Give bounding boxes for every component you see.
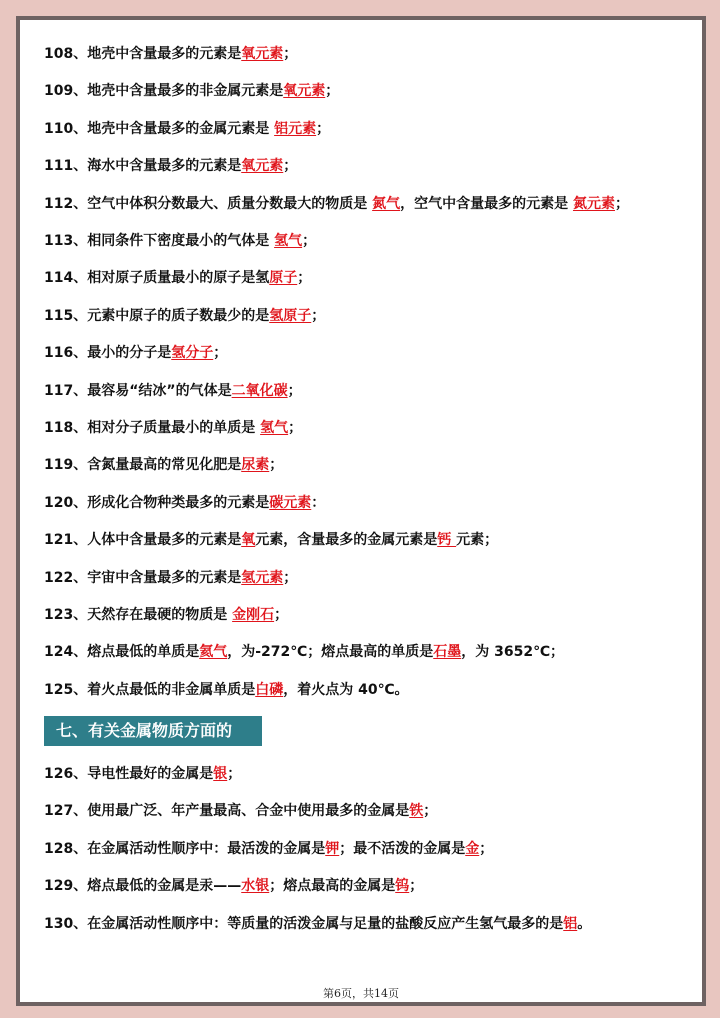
fact-text: ；: [297, 270, 312, 287]
fact-text: ；: [213, 345, 228, 362]
fact-text: 113、相同条件下密度最小的气体是: [44, 233, 275, 249]
fact-line: [44, 156, 692, 176]
fact-line: [44, 418, 692, 438]
fact-line: [44, 381, 692, 401]
answer-text: 氢气: [274, 233, 303, 249]
fact-text: 127、使用最广泛、年产量最高、合金中使用最多的金属是: [44, 803, 410, 820]
answer-text: 氧元素: [241, 158, 284, 175]
fact-text: ；: [302, 233, 317, 249]
page-footer: 第6页，共14页: [323, 987, 399, 1000]
fact-line: [44, 642, 692, 662]
fact-text: ；: [283, 46, 298, 62]
answer-text: 碳元素: [269, 494, 312, 511]
answer-text: 氢气: [260, 420, 289, 436]
fact-line: [44, 306, 692, 326]
fact-line: [44, 914, 692, 934]
answer-text: 钾: [325, 840, 340, 857]
fact-line: [44, 119, 692, 139]
fact-line: [44, 268, 692, 288]
answer-text: 尿素: [241, 457, 270, 474]
fact-text: 124、熔点最低的单质是: [44, 644, 200, 661]
fact-line: [44, 455, 692, 475]
fact-text: ；: [316, 120, 331, 137]
answer-text: 氦气: [199, 644, 228, 661]
fact-text: 119、含氮量最高的常见化肥是: [44, 457, 242, 474]
fact-text: 122、宇宙中含量最多的元素是: [44, 569, 242, 586]
fact-text: ，着火点为 40℃。: [283, 681, 409, 698]
fact-text: 123、天然存在最硬的物质是: [44, 607, 233, 623]
fact-text: 元素，含量最多的金属元素是: [255, 532, 438, 549]
fact-text: ：: [311, 494, 326, 511]
fact-line: [44, 764, 692, 784]
fact-text: 111、海水中含量最多的元素是: [44, 158, 242, 175]
fact-text: ；: [288, 420, 303, 436]
fact-text: 117、最容易“结冰”的气体是: [44, 382, 232, 399]
fact-text: ，空气中含量最多的元素是: [400, 195, 573, 212]
fact-text: ；熔点最高的金属是: [269, 878, 396, 895]
fact-text: ；: [614, 195, 629, 212]
fact-line: [44, 343, 692, 363]
fact-text: 125、着火点最低的非金属单质是: [44, 681, 256, 698]
fact-line: [44, 839, 692, 859]
answer-text: 氮元素: [572, 195, 615, 212]
answer-text: 钙: [437, 532, 457, 549]
answer-text: 氮气: [372, 195, 401, 212]
fact-text: ；最不活泼的金属是: [339, 840, 466, 857]
fact-text: 116、最小的分子是: [44, 345, 172, 362]
fact-text: 。: [577, 915, 592, 932]
fact-text: 118、相对分子质量最小的单质是: [44, 420, 261, 436]
answer-text: 水银: [241, 878, 270, 895]
fact-text: ；: [227, 766, 242, 782]
fact-text: ；: [409, 878, 424, 895]
fact-text: ；: [423, 803, 438, 820]
fact-text: 120、形成化合物种类最多的元素是: [44, 494, 270, 511]
fact-line: [44, 801, 692, 821]
fact-text: ；: [283, 569, 298, 586]
fact-line: [44, 876, 692, 896]
answer-text: 氢分子: [171, 345, 214, 362]
section-heading: 七、有关金属物质方面的: [44, 716, 262, 746]
fact-text: ；: [274, 607, 289, 623]
answer-text: 钨: [395, 878, 410, 895]
fact-text: 元素；: [456, 532, 499, 549]
answer-text: 氧: [241, 532, 256, 549]
fact-text: ；: [287, 382, 302, 399]
answer-text: 金刚石: [232, 607, 275, 623]
fact-text: ；: [311, 307, 326, 324]
fact-text: 115、元素中原子的质子数最少的是: [44, 307, 270, 324]
answer-text: 白磷: [255, 681, 284, 698]
fact-text: ；: [283, 158, 298, 175]
fact-line: [44, 680, 692, 700]
fact-text: 129、熔点最低的金属是汞——: [44, 878, 242, 895]
fact-text: 114、相对原子质量最小的原子是氢: [44, 270, 270, 287]
answer-text: 氧元素: [241, 46, 284, 62]
fact-text: ；: [269, 457, 284, 474]
fact-text: ；: [325, 83, 340, 100]
answer-text: 氢原子: [269, 307, 312, 324]
answer-text: 氢元素: [241, 569, 284, 586]
answer-text: 铝元素: [274, 120, 317, 137]
answer-text: 原子: [269, 270, 298, 287]
answer-text: 石墨: [433, 644, 462, 661]
answer-text: 铝: [563, 915, 578, 932]
fact-text: 110、地壳中含量最多的金属元素是: [44, 120, 275, 137]
answer-text: 氧元素: [283, 83, 326, 100]
page-frame: [16, 16, 706, 1006]
answer-text: 银: [213, 766, 228, 782]
fact-line: [44, 493, 692, 513]
fact-text: 128、在金属活动性顺序中：最活泼的金属是: [44, 840, 326, 857]
answer-text: 铁: [409, 803, 424, 820]
fact-text: ，为 3652℃；: [461, 644, 565, 661]
fact-text: ，为-272℃；熔点最高的单质是: [227, 644, 434, 661]
fact-text: 112、空气中体积分数最大、质量分数最大的物质是: [44, 195, 373, 212]
fact-line: [44, 231, 692, 251]
fact-line: [44, 530, 692, 550]
fact-text: 130、在金属活动性顺序中：等质量的活泼金属与足量的盐酸反应产生氢气最多的是: [44, 915, 564, 932]
fact-text: 121、人体中含量最多的元素是: [44, 532, 242, 549]
answer-text: 二氧化碳: [231, 382, 288, 399]
fact-text: 126、导电性最好的金属是: [44, 766, 214, 782]
fact-line: [44, 81, 692, 101]
fact-text: 109、地壳中含量最多的非金属元素是: [44, 83, 284, 100]
fact-text: 108、地壳中含量最多的元素是: [44, 46, 242, 62]
fact-line: [44, 44, 692, 64]
answer-text: 金: [465, 840, 480, 857]
fact-line: [44, 568, 692, 588]
fact-text: ；: [479, 840, 494, 857]
fact-line: [44, 605, 692, 625]
fact-line: [44, 194, 692, 214]
